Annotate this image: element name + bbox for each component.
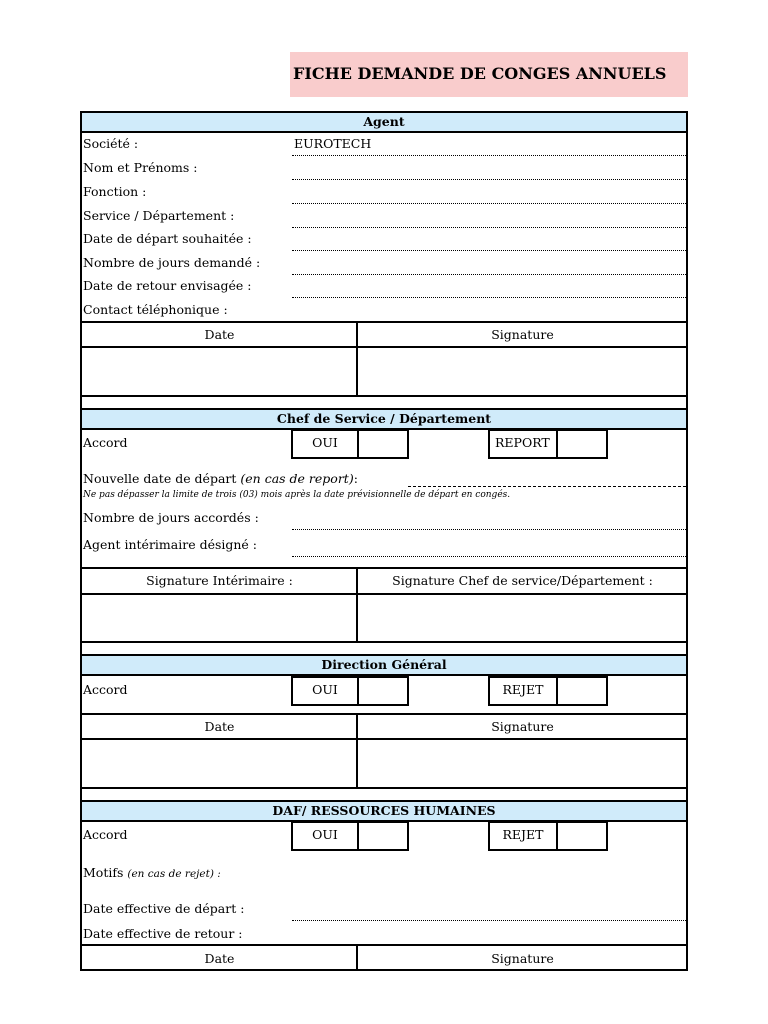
- col-signature-header: Signature: [491, 719, 554, 734]
- dotted-line: [292, 556, 688, 557]
- dotted-line: [292, 155, 688, 156]
- label-fonction: Fonction :: [83, 184, 147, 199]
- oui-checkbox[interactable]: [357, 429, 409, 459]
- section-header-daf: DAF/ RESSOURCES HUMAINES: [82, 800, 686, 822]
- limite-note: Ne pas dépasser la limite de trois (03) mois après la date prévisionnelle de départ en congés.: [83, 490, 511, 500]
- section-header-chef: Chef de Service / Département: [82, 408, 686, 430]
- form-title: FICHE DEMANDE DE CONGES ANNUELS: [290, 52, 688, 97]
- divider: [82, 944, 686, 946]
- leave-request-form: [80, 111, 688, 971]
- rejet-label-box: REJET: [488, 821, 558, 851]
- col-date-header: Date: [204, 719, 235, 734]
- label-date-effective-depart: Date effective de départ :: [83, 901, 245, 916]
- rejet-checkbox[interactable]: [556, 821, 608, 851]
- label-societe: Société :: [83, 136, 139, 151]
- dotted-line: [292, 227, 688, 228]
- dotted-line: [292, 529, 688, 530]
- divider: [82, 395, 686, 397]
- oui-label-box: OUI: [291, 676, 359, 706]
- rejet-checkbox[interactable]: [556, 676, 608, 706]
- divider: [82, 346, 686, 348]
- col-sig-chef-header: Signature Chef de service/Département :: [392, 573, 653, 588]
- oui-label-box: OUI: [291, 429, 359, 459]
- section-header-direction: Direction Général: [82, 654, 686, 676]
- label-nouvelle-date: Nouvelle date de départ (en cas de report):: [83, 471, 358, 486]
- date-cell[interactable]: [82, 741, 356, 787]
- column-divider: [356, 944, 358, 969]
- report-label-box: REPORT: [488, 429, 558, 459]
- divider: [82, 593, 686, 595]
- dotted-line: [292, 920, 688, 921]
- col-date-header: Date: [204, 327, 235, 342]
- label-contact: Contact téléphonique :: [83, 302, 228, 317]
- col-signature-header: Signature: [491, 951, 554, 966]
- divider: [82, 787, 686, 789]
- dotted-line: [292, 179, 688, 180]
- label-accord: Accord: [83, 435, 128, 450]
- label-accord: Accord: [83, 682, 128, 697]
- signature-cell[interactable]: [358, 349, 686, 395]
- oui-checkbox[interactable]: [357, 676, 409, 706]
- divider: [82, 567, 686, 569]
- dotted-line: [292, 250, 688, 251]
- nouvelle-date-input-line[interactable]: [408, 486, 686, 487]
- date-cell[interactable]: [82, 349, 356, 395]
- label-agent-interimaire: Agent intérimaire désigné :: [83, 537, 258, 552]
- report-checkbox[interactable]: [556, 429, 608, 459]
- sig-chef-cell[interactable]: [358, 596, 686, 641]
- dotted-line: [292, 274, 688, 275]
- rejet-label-box: REJET: [488, 676, 558, 706]
- value-societe[interactable]: EUROTECH: [294, 136, 372, 151]
- label-motifs: Motifs (en cas de rejet) :: [83, 865, 221, 880]
- label-accord: Accord: [83, 827, 128, 842]
- label-jours-accordes: Nombre de jours accordés :: [83, 510, 259, 525]
- col-sig-interimaire-header: Signature Intérimaire :: [146, 573, 293, 588]
- signature-cell[interactable]: [358, 741, 686, 787]
- label-nom-prenoms: Nom et Prénoms :: [83, 160, 198, 175]
- oui-label-box: OUI: [291, 821, 359, 851]
- dotted-line: [292, 297, 688, 298]
- sig-interimaire-cell[interactable]: [82, 596, 356, 641]
- divider: [82, 738, 686, 740]
- label-nombre-jours: Nombre de jours demandé :: [83, 255, 261, 270]
- label-date-depart: Date de départ souhaitée :: [83, 231, 252, 246]
- divider: [82, 713, 686, 715]
- oui-checkbox[interactable]: [357, 821, 409, 851]
- col-signature-header: Signature: [491, 327, 554, 342]
- col-date-header: Date: [204, 951, 235, 966]
- divider: [82, 641, 686, 643]
- divider: [82, 321, 686, 323]
- section-header-agent: Agent: [82, 113, 686, 133]
- label-date-retour: Date de retour envisagée :: [83, 278, 252, 293]
- label-service: Service / Département :: [83, 208, 235, 223]
- label-date-effective-retour: Date effective de retour :: [83, 926, 243, 941]
- dotted-line: [292, 203, 688, 204]
